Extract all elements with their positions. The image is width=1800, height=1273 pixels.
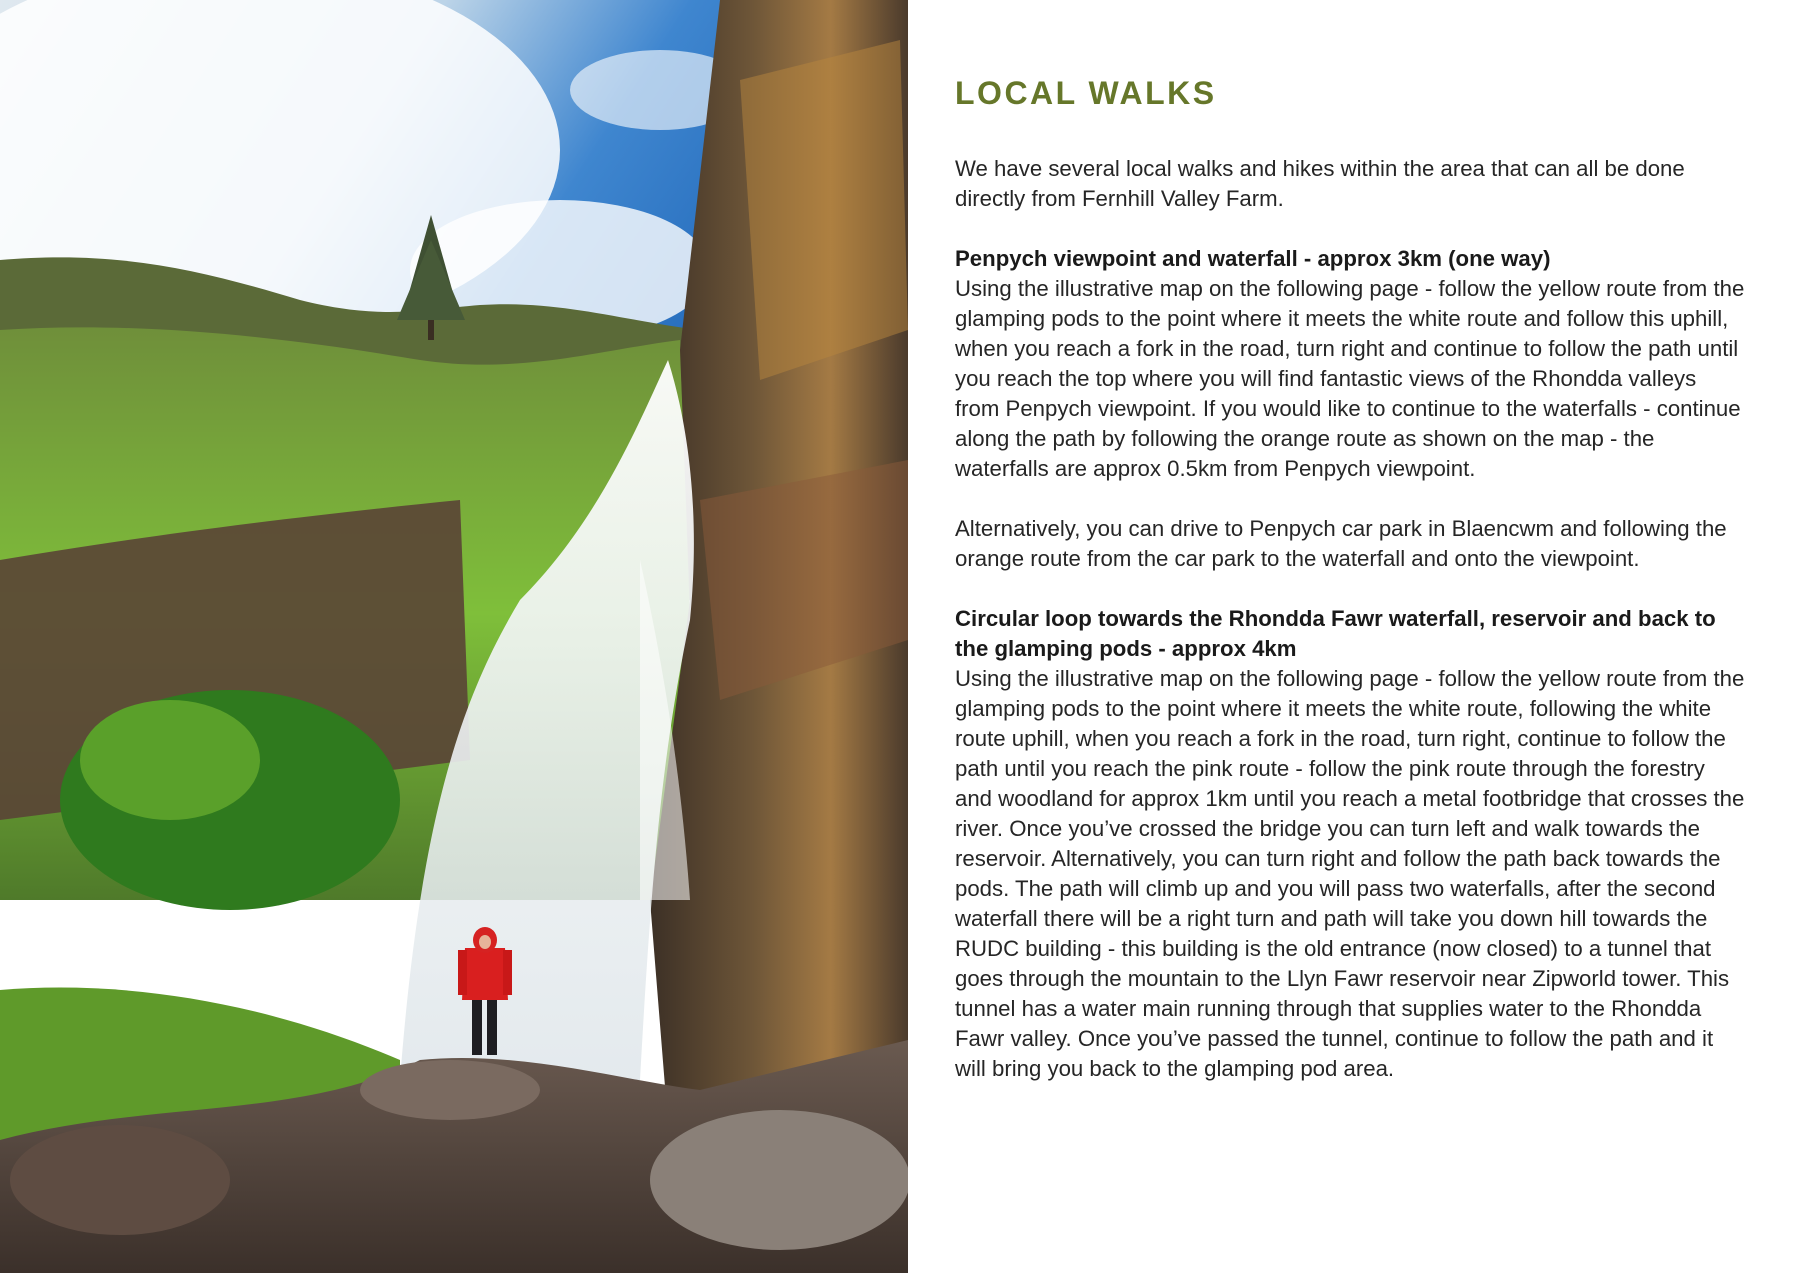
intro-paragraph: We have several local walks and hikes within the area that can all be done directly from Fernhill Valley Farm.	[955, 156, 1685, 211]
walk-heading: Penpych viewpoint and waterfall - approx 3km (one way)	[955, 246, 1551, 271]
text-panel	[955, 0, 1755, 1273]
walk-body: Using the illustrative map on the following page - follow the yellow route from the glamping pods to the point where it meets the white route and follow this uphill, when you reach a fork in the road, turn right and continue to follow the path until you reach the top where you will find fantastic views of the Rhondda valleys from Penpych viewpoint. If you would like to continue to the waterfalls - continue along the path by following the orange route as shown on the map - the waterfalls are approx 0.5km from Penpych viewpoint.	[955, 276, 1745, 481]
page-title: LOCAL WALKS	[955, 75, 1217, 111]
walk-heading: Circular loop towards the Rhondda Fawr waterfall, reservoir and back to the glamping pods - approx 4km	[955, 606, 1716, 661]
walk-section	[955, 244, 1745, 484]
alternative-paragraph: Alternatively, you can drive to Penpych car park in Blaencwm and following the orange route from the car park to the waterfall and onto the viewpoint.	[955, 516, 1727, 571]
walks-content	[955, 154, 1745, 1114]
walk-section	[955, 604, 1745, 1084]
walk-body: Using the illustrative map on the following page - follow the yellow route from the glamping pods to the point where it meets the white route, following the white route uphill, when you reach a fork in the road, turn right, continue to follow the path until you reach the pink route - follow the pink route through the forestry and woodland for approx 1km until you reach a metal footbridge that crosses the river. Once you’ve crossed the bridge you can turn left and walk towards the reservoir. Alternatively, you can turn right and follow the path back towards the pods. The path will climb up and you will pass two waterfalls, after the second waterfall there will be a right turn and path will take you down hill towards the RUDC building - this building is the old entrance (now closed) to a tunnel that goes through the mountain to the Llyn Fawr reservoir near Zipworld tower. This tunnel has a water main running through that supplies water to the Rhondda Fawr valley. Once you’ve passed the tunnel, continue to follow the path and it will bring you back to the glamping pod area.	[955, 666, 1745, 1081]
